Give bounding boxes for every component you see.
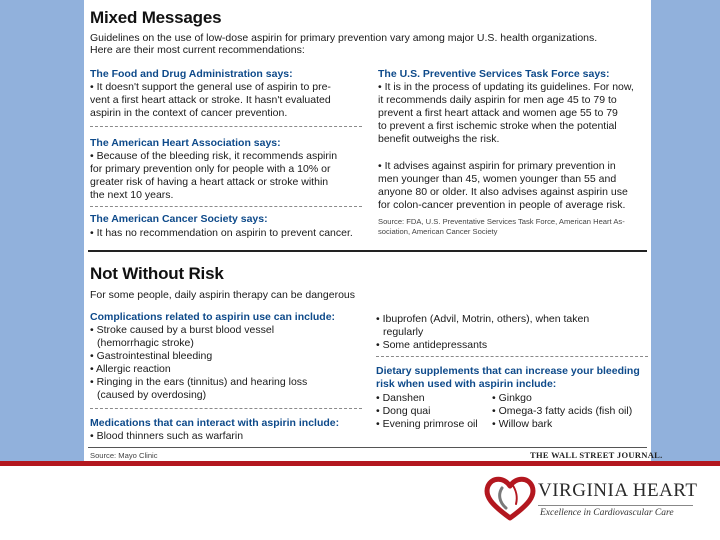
fda-line: vent a first heart attack or stroke. It hasn't evaluated	[90, 94, 331, 106]
mixed-messages-title: Mixed Messages	[90, 8, 222, 27]
uspstf-line: it recommends daily aspirin for men age 45 to 79 to	[378, 94, 617, 106]
virginia-heart-logo	[482, 474, 702, 524]
fda-line: aspirin in the context of cancer prevention.	[90, 107, 288, 119]
fda-heading: The Food and Drug Administration says:	[90, 68, 293, 80]
mixed-source: sociation, American Cancer Society	[378, 227, 498, 236]
aha-heading: The American Heart Association says:	[90, 137, 281, 149]
uspstf-line: prevent a first heart attack and women age 55 to 79	[378, 107, 618, 119]
supplement-item: • Danshen	[376, 392, 425, 404]
logo-divider	[538, 505, 693, 506]
uspstf-line: to prevent a first ischemic stroke when the potential	[378, 120, 617, 132]
uspstf-line: men younger than 45, women younger than 55 and	[378, 173, 617, 185]
supplements-heading: risk when used with aspirin include:	[376, 378, 557, 390]
medication-line: regularly	[383, 326, 424, 338]
medication-line: • Blood thinners such as warfarin	[90, 430, 244, 442]
supplement-item: • Ginkgo	[492, 392, 532, 404]
supplement-item: • Dong quai	[376, 405, 431, 417]
footer-rule	[88, 447, 647, 448]
divider	[90, 126, 362, 127]
complication-line: • Stroke caused by a burst blood vessel	[90, 324, 275, 336]
logo-tagline: Excellence in Cardiovascular Care	[540, 508, 674, 518]
medications-heading: Medications that can interact with aspirin include:	[90, 417, 340, 429]
wsj-infographic	[84, 0, 663, 462]
aha-line: the next 10 years.	[90, 189, 174, 201]
acs-line: • It has no recommendation on aspirin to prevent cancer.	[90, 227, 353, 239]
acs-heading: The American Cancer Society says:	[90, 213, 268, 225]
red-accent-line	[0, 461, 720, 466]
complication-line: • Gastrointestinal bleeding	[90, 350, 213, 362]
complication-line: (caused by overdosing)	[97, 389, 207, 401]
divider	[90, 408, 362, 409]
mixed-source: Source: FDA, U.S. Preventative Services Task Force, American Heart As-	[378, 217, 625, 226]
heart-logo-icon	[482, 474, 538, 524]
aha-line: greater risk of having a heart attack or stroke within	[90, 176, 329, 188]
mixed-messages-intro-2: Here are their most current recommendations:	[90, 44, 305, 56]
supplements-heading: Dietary supplements that can increase your bleeding	[376, 365, 640, 377]
supplement-item: • Evening primrose oil	[376, 418, 478, 430]
uspstf-line: • It is in the process of updating its guidelines. For now,	[378, 81, 634, 93]
supplement-item: • Omega-3 fatty acids (fish oil)	[492, 405, 633, 417]
not-without-risk-title: Not Without Risk	[90, 264, 224, 283]
section-rule	[88, 250, 647, 252]
divider	[376, 356, 648, 357]
uspstf-line: • It advises against aspirin for primary prevention in	[378, 160, 616, 172]
divider	[90, 206, 362, 207]
medication-line: • Some antidepressants	[376, 339, 488, 351]
medication-line: • Ibuprofen (Advil, Motrin, others), when taken	[376, 313, 590, 325]
supplement-item: • Willow bark	[492, 418, 553, 430]
complication-line: • Allergic reaction	[90, 363, 171, 375]
uspstf-heading: The U.S. Preventive Services Task Force says:	[378, 68, 610, 80]
risk-source: Source: Mayo Clinic	[90, 451, 158, 460]
complication-line: (hemorrhagic stroke)	[97, 337, 194, 349]
uspstf-line: for colon-cancer prevention in people of average risk.	[378, 199, 626, 211]
uspstf-line: anyone 80 or older. It also advises against aspirin use	[378, 186, 628, 198]
aha-line: • Because of the bleeding risk, it recommends aspirin	[90, 150, 338, 162]
complications-heading: Complications related to aspirin use can include:	[90, 311, 336, 323]
logo-name: VIRGINIA HEART	[538, 480, 698, 501]
not-without-risk-intro: For some people, daily aspirin therapy can be dangerous	[90, 289, 355, 301]
mixed-messages-intro-1: Guidelines on the use of low-dose aspirin for primary prevention vary among major U.S. health organizations.	[90, 32, 598, 44]
uspstf-line: benefit outweighs the risk.	[378, 133, 500, 145]
fda-line: • It doesn't support the general use of aspirin to pre-	[90, 81, 331, 93]
complication-line: • Ringing in the ears (tinnitus) and hearing loss	[90, 376, 308, 388]
wsj-credit: THE WALL STREET JOURNAL.	[530, 450, 663, 460]
aha-line: for primary prevention only for people with a 10% or	[90, 163, 331, 175]
